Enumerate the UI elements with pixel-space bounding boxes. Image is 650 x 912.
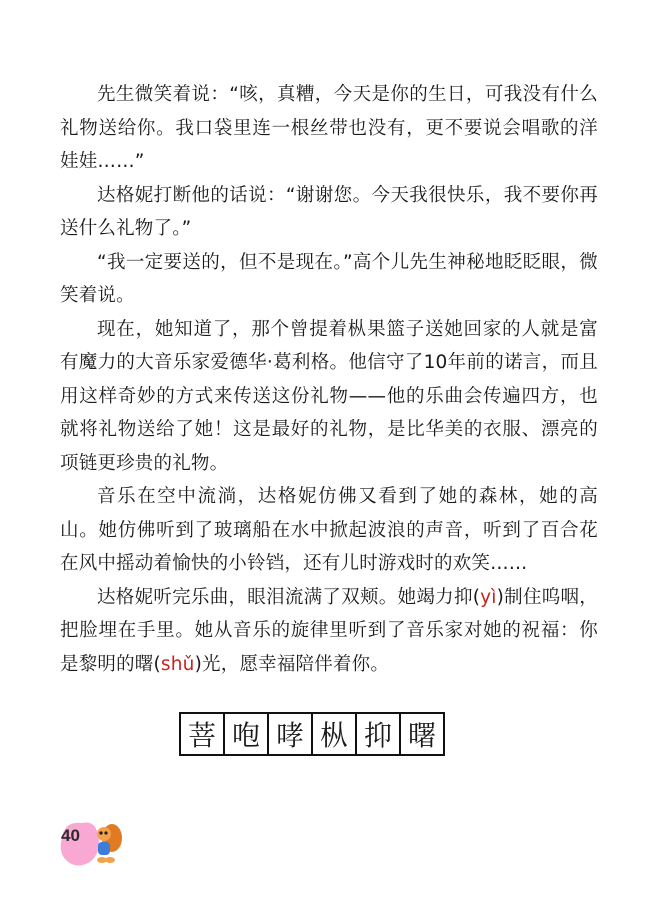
new-character-cell: 枞 [311, 714, 355, 754]
new-character-cell: 哮 [267, 714, 311, 754]
paragraph-text: )制住呜咽，把脸埋在手里。她从音乐的旋律里听到了音乐家对她的祝福：你是黎明的曙( [60, 586, 599, 675]
pinyin-annotation: yì [480, 586, 497, 608]
new-character-cell: 咆 [223, 714, 267, 754]
paragraph-text: “我一定要送的，但不是现在。”高个儿先生神秘地眨眨眼，微笑着说。 [60, 251, 598, 306]
paragraph-text: 现在，她知道了，那个曾提着枞果篮子送她回家的人就是富有魔力的大音乐家爱德华·葛利格。他信守了10年前的诺言，而且用这样奇妙的方式来传送这份礼物——他的乐曲会传遍四方，也就将礼物送给了她！这是最好的礼物，是比华美的衣服、漂亮的项链更珍贵的礼物。 [60, 318, 598, 474]
story-paragraph [60, 246, 598, 313]
paragraph-text: )光，愿幸福陪伴着你。 [194, 653, 390, 675]
pinyin-annotation: shǔ [160, 653, 195, 675]
paragraph-text: 达格妮打断他的话说：“谢谢您。今天我很快乐，我不要你再送什么礼物了。” [60, 184, 598, 239]
paragraph-text: 音乐在空中流淌，达格妮仿佛又看到了她的森林，她的高山。她仿佛听到了玻璃船在水中掀起波浪的声音，听到了百合花在风中摇动着愉快的小铃铛，还有儿时游戏时的欢笑…… [60, 486, 598, 574]
story-text [60, 78, 598, 681]
new-character-cell: 菩 [187, 719, 216, 752]
new-characters-grid [179, 712, 445, 756]
story-paragraph [60, 480, 598, 581]
page-number: 40 [61, 826, 80, 845]
squirrel-mascot-icon [97, 824, 122, 863]
paragraph-text: 达格妮听完乐曲，眼泪流满了双颊。她竭力抑( [97, 586, 481, 608]
story-paragraph [60, 78, 598, 179]
paragraph-text: 先生微笑着说：“咳，真糟，今天是你的生日，可我没有什么礼物送给你。我口袋里连一根丝带也没有，更不要说会唱歌的洋娃娃……” [60, 84, 598, 172]
new-character-cell: 抑 [355, 714, 399, 754]
new-character-cell: 曙 [399, 714, 443, 754]
story-paragraph [60, 581, 598, 682]
story-paragraph [60, 313, 598, 481]
story-paragraph [60, 179, 598, 246]
